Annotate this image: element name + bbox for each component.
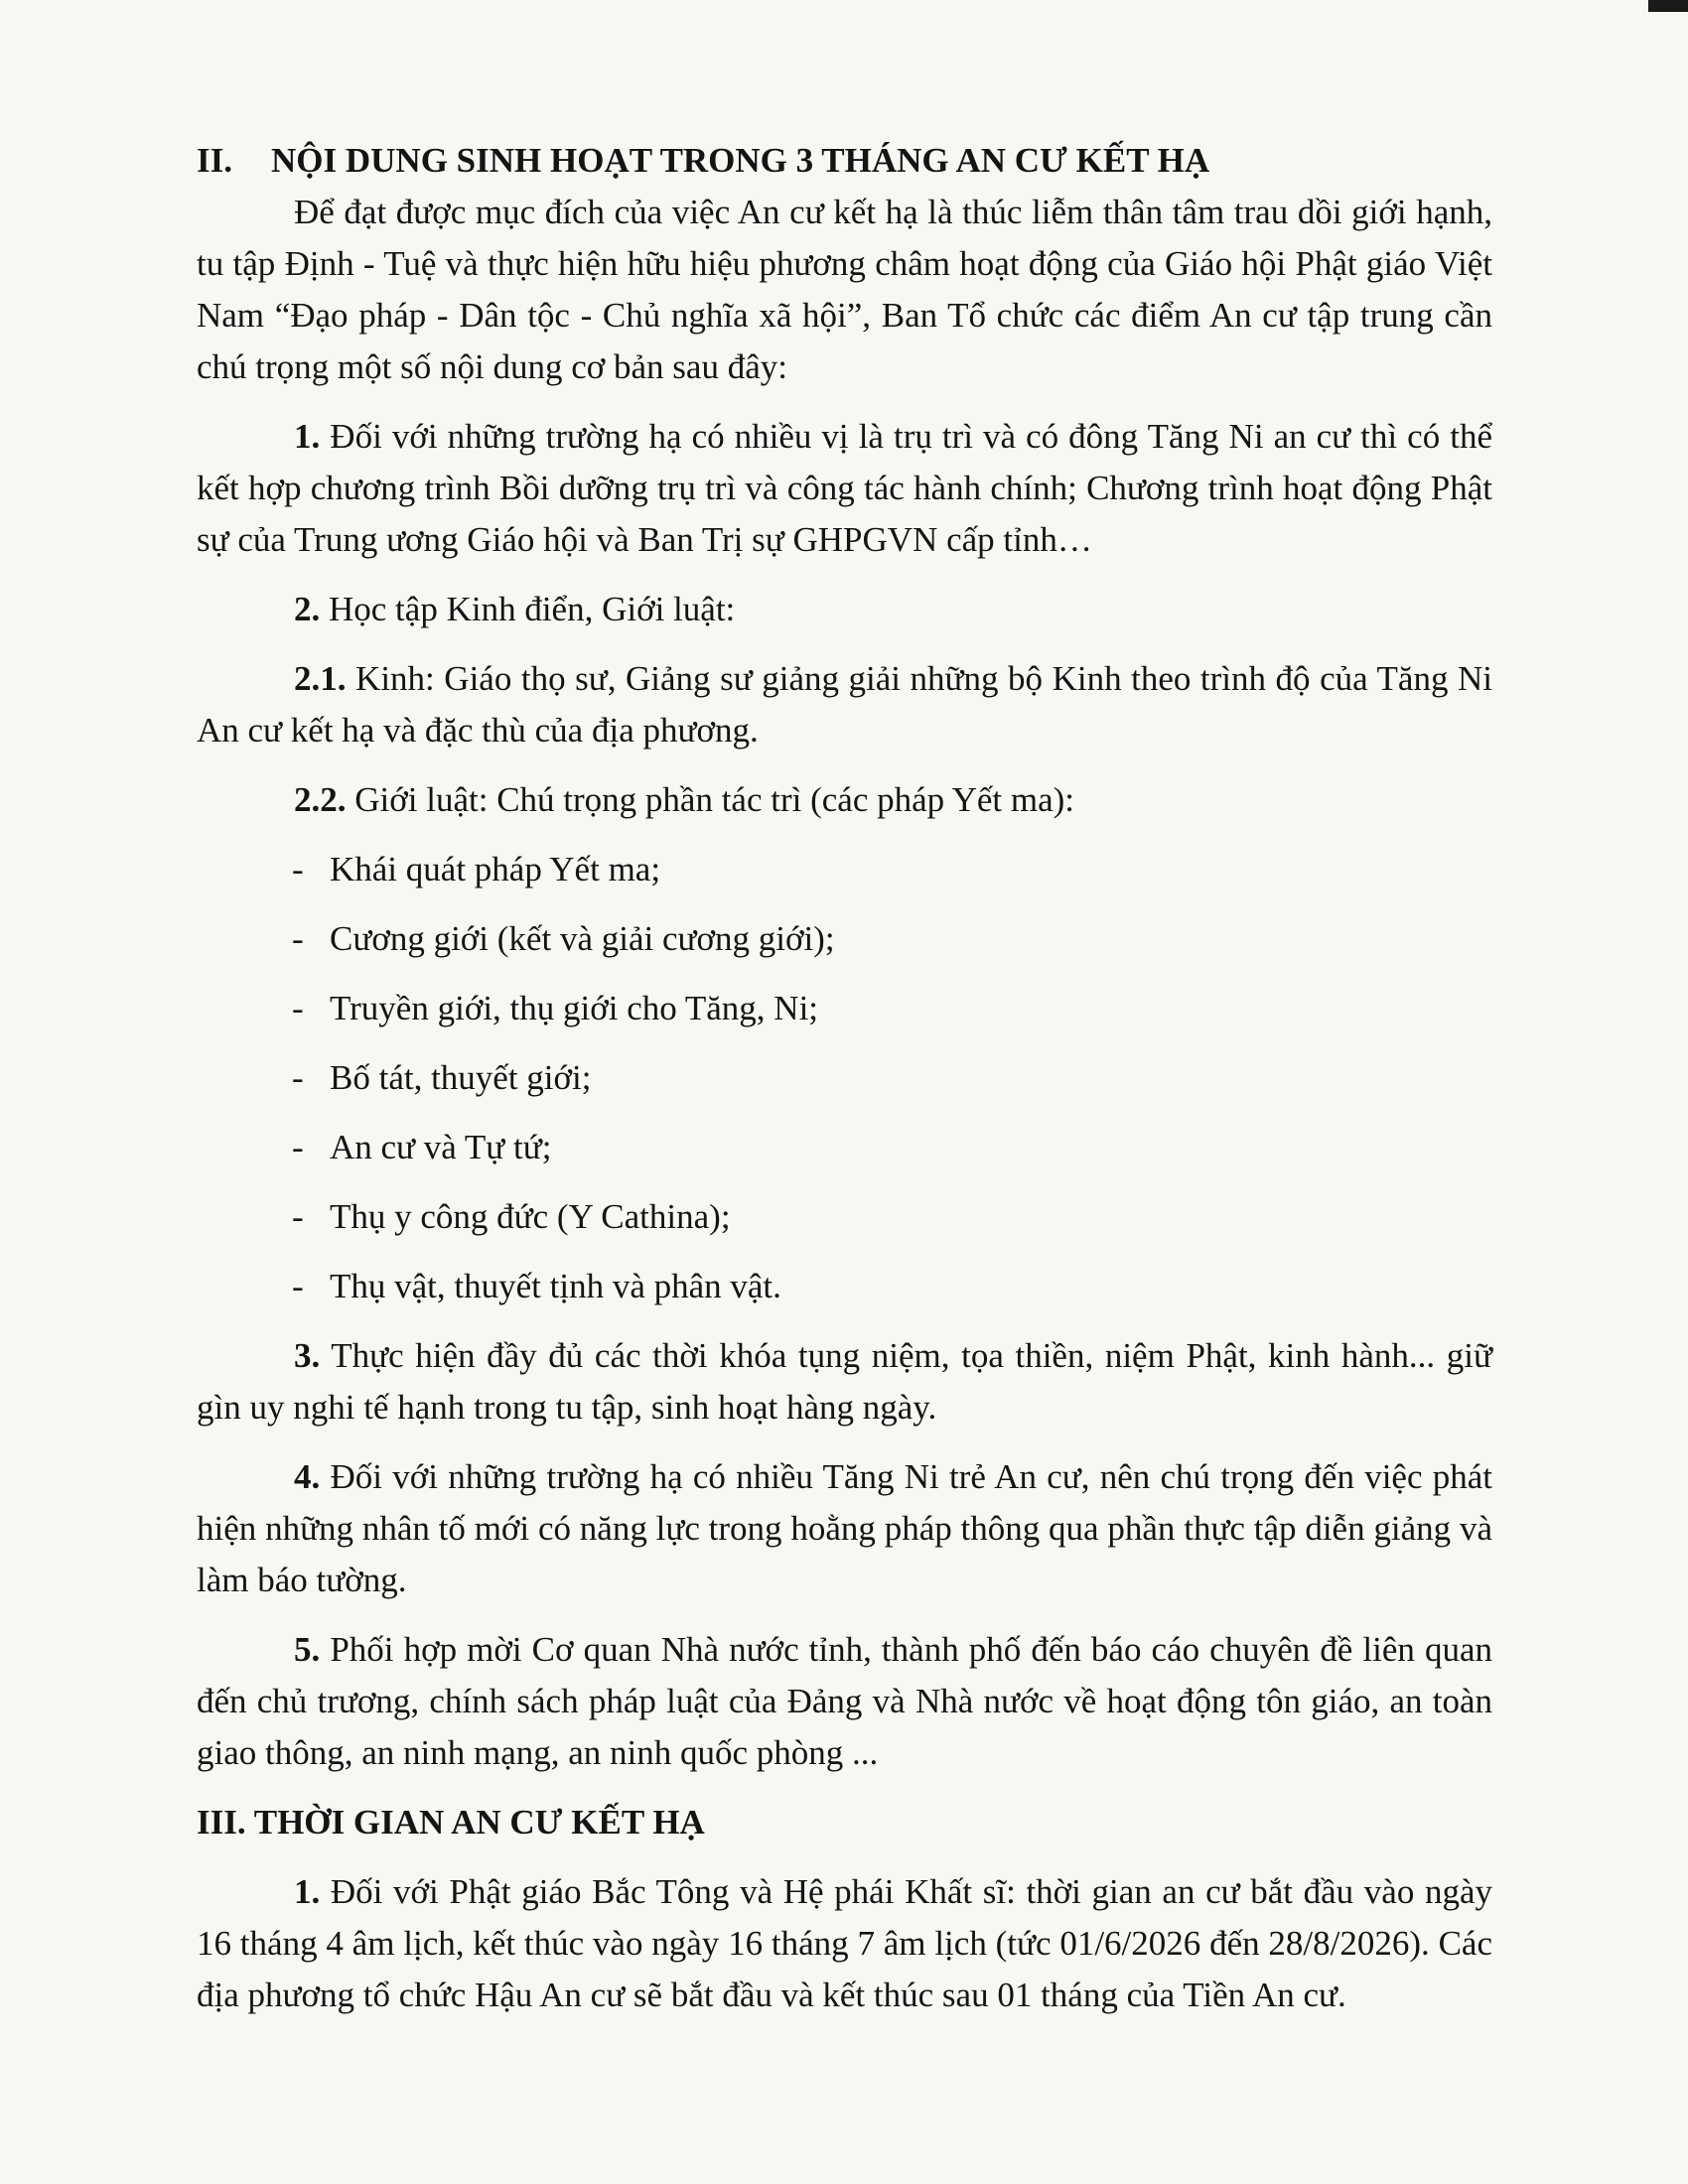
section-2-item-2-2 bbox=[197, 774, 1492, 826]
item-number: 2. bbox=[294, 590, 321, 628]
list-item bbox=[197, 1122, 1492, 1173]
section-3-heading: III. THỜI GIAN AN CƯ KẾT HẠ bbox=[197, 1803, 705, 1842]
item-text: Học tập Kinh điển, Giới luật: bbox=[329, 590, 736, 628]
item-text: Thực hiện đầy đủ các thời khóa tụng niệm, tọa thiền, niệm Phật, kinh hành... giữ gìn uy nghi tế hạnh trong tu tập, sinh hoạt hàng ngày. bbox=[197, 1336, 1492, 1427]
list-dash: - bbox=[292, 1197, 304, 1236]
item-number: 1. bbox=[294, 417, 321, 456]
list-item bbox=[197, 1052, 1492, 1104]
item-number: 3. bbox=[294, 1336, 321, 1375]
document-body bbox=[197, 135, 1492, 2021]
section-2-heading bbox=[197, 135, 1492, 187]
list-dash: - bbox=[292, 1267, 304, 1305]
list-dash: - bbox=[292, 989, 304, 1027]
section-2-item-2 bbox=[197, 584, 1492, 635]
section-2-item-4 bbox=[197, 1451, 1492, 1606]
list-item-text: Thụ vật, thuyết tịnh và phân vật. bbox=[330, 1267, 781, 1305]
item-text: Đối với những trường hạ có nhiều Tăng Ni trẻ An cư, nên chú trọng đến việc phát hiện những nhân tố mới có năng lực trong hoằng pháp thông qua phần thực tập diễn giảng và làm báo tường. bbox=[197, 1457, 1493, 1599]
list-dash: - bbox=[292, 919, 304, 958]
list-item-text: An cư và Tự tứ; bbox=[330, 1128, 552, 1166]
list-item-text: Khái quát pháp Yết ma; bbox=[330, 850, 661, 888]
item-text: Phối hợp mời Cơ quan Nhà nước tỉnh, thành phố đến báo cáo chuyên đề liên quan đến chủ trương, chính sách pháp luật của Đảng và Nhà nước về hoạt động tôn giáo, an toàn giao thông, an ninh mạng, an ninh quốc phòng ... bbox=[197, 1630, 1492, 1772]
item-text: Giới luật: Chú trọng phần tác trì (các pháp Yết ma): bbox=[354, 780, 1075, 819]
scan-corner-mark bbox=[1648, 0, 1688, 12]
list-item bbox=[197, 983, 1492, 1034]
list-item-text: Thụ y công đức (Y Cathina); bbox=[330, 1197, 731, 1236]
section-2-item-1 bbox=[197, 411, 1492, 566]
list-item-text: Bố tát, thuyết giới; bbox=[330, 1058, 592, 1097]
vinaya-topic-list bbox=[197, 844, 1492, 1312]
section-2-number: II. bbox=[197, 141, 232, 180]
item-number: 1. bbox=[294, 1872, 321, 1911]
list-item bbox=[197, 1261, 1492, 1312]
list-item bbox=[197, 1191, 1492, 1243]
section-2-intro: Để đạt được mục đích của việc An cư kết hạ là thúc liễm thân tâm trau dồi giới hạnh, tu tập Định - Tuệ và thực hiện hữu hiệu phương châm hoạt động của Giáo hội Phật giáo Việt Nam “Đạo pháp - Dân tộc - Chủ nghĩa xã hội”, Ban Tổ chức các điểm An cư tập trung cần chú trọng một số nội dung cơ bản sau đây: bbox=[197, 193, 1492, 386]
list-dash: - bbox=[292, 850, 304, 888]
list-dash: - bbox=[292, 1058, 304, 1097]
list-item-text: Truyền giới, thụ giới cho Tăng, Ni; bbox=[330, 989, 819, 1027]
list-item-text: Cương giới (kết và giải cương giới); bbox=[330, 919, 835, 958]
item-text: Đối với những trường hạ có nhiều vị là trụ trì và có đông Tăng Ni an cư thì có thể kết hợp chương trình Bồi dưỡng trụ trì và công tác hành chính; Chương trình hoạt động Phật sự của Trung ương Giáo hội và Ban Trị sự GHPGVN cấp tỉnh… bbox=[197, 417, 1492, 559]
section-2-item-2-1 bbox=[197, 653, 1492, 756]
item-text: Kinh: Giáo thọ sư, Giảng sư giảng giải những bộ Kinh theo trình độ của Tăng Ni An cư kết hạ và đặc thù của địa phương. bbox=[197, 659, 1493, 750]
item-number: 2.2. bbox=[294, 780, 347, 819]
item-text: Đối với Phật giáo Bắc Tông và Hệ phái Khất sĩ: thời gian an cư bắt đầu vào ngày 16 tháng 4 âm lịch, kết thúc vào ngày 16 tháng 7 âm lịch (tức 01/6/2026 đến 28/8/2026). Các địa phương tổ chức Hậu An cư sẽ bắt đầu và kết thúc sau 01 tháng của Tiền An cư. bbox=[197, 1872, 1493, 2014]
item-number: 4. bbox=[294, 1457, 321, 1496]
section-2-item-3 bbox=[197, 1330, 1492, 1433]
section-2-item-5 bbox=[197, 1624, 1492, 1779]
list-dash: - bbox=[292, 1128, 304, 1166]
section-2-title: NỘI DUNG SINH HOẠT TRONG 3 THÁNG AN CƯ KẾT HẠ bbox=[271, 141, 1210, 180]
item-number: 2.1. bbox=[294, 659, 347, 698]
section-3-item-1 bbox=[197, 1866, 1492, 2021]
list-item bbox=[197, 913, 1492, 965]
list-item bbox=[197, 844, 1492, 895]
item-number: 5. bbox=[294, 1630, 321, 1669]
